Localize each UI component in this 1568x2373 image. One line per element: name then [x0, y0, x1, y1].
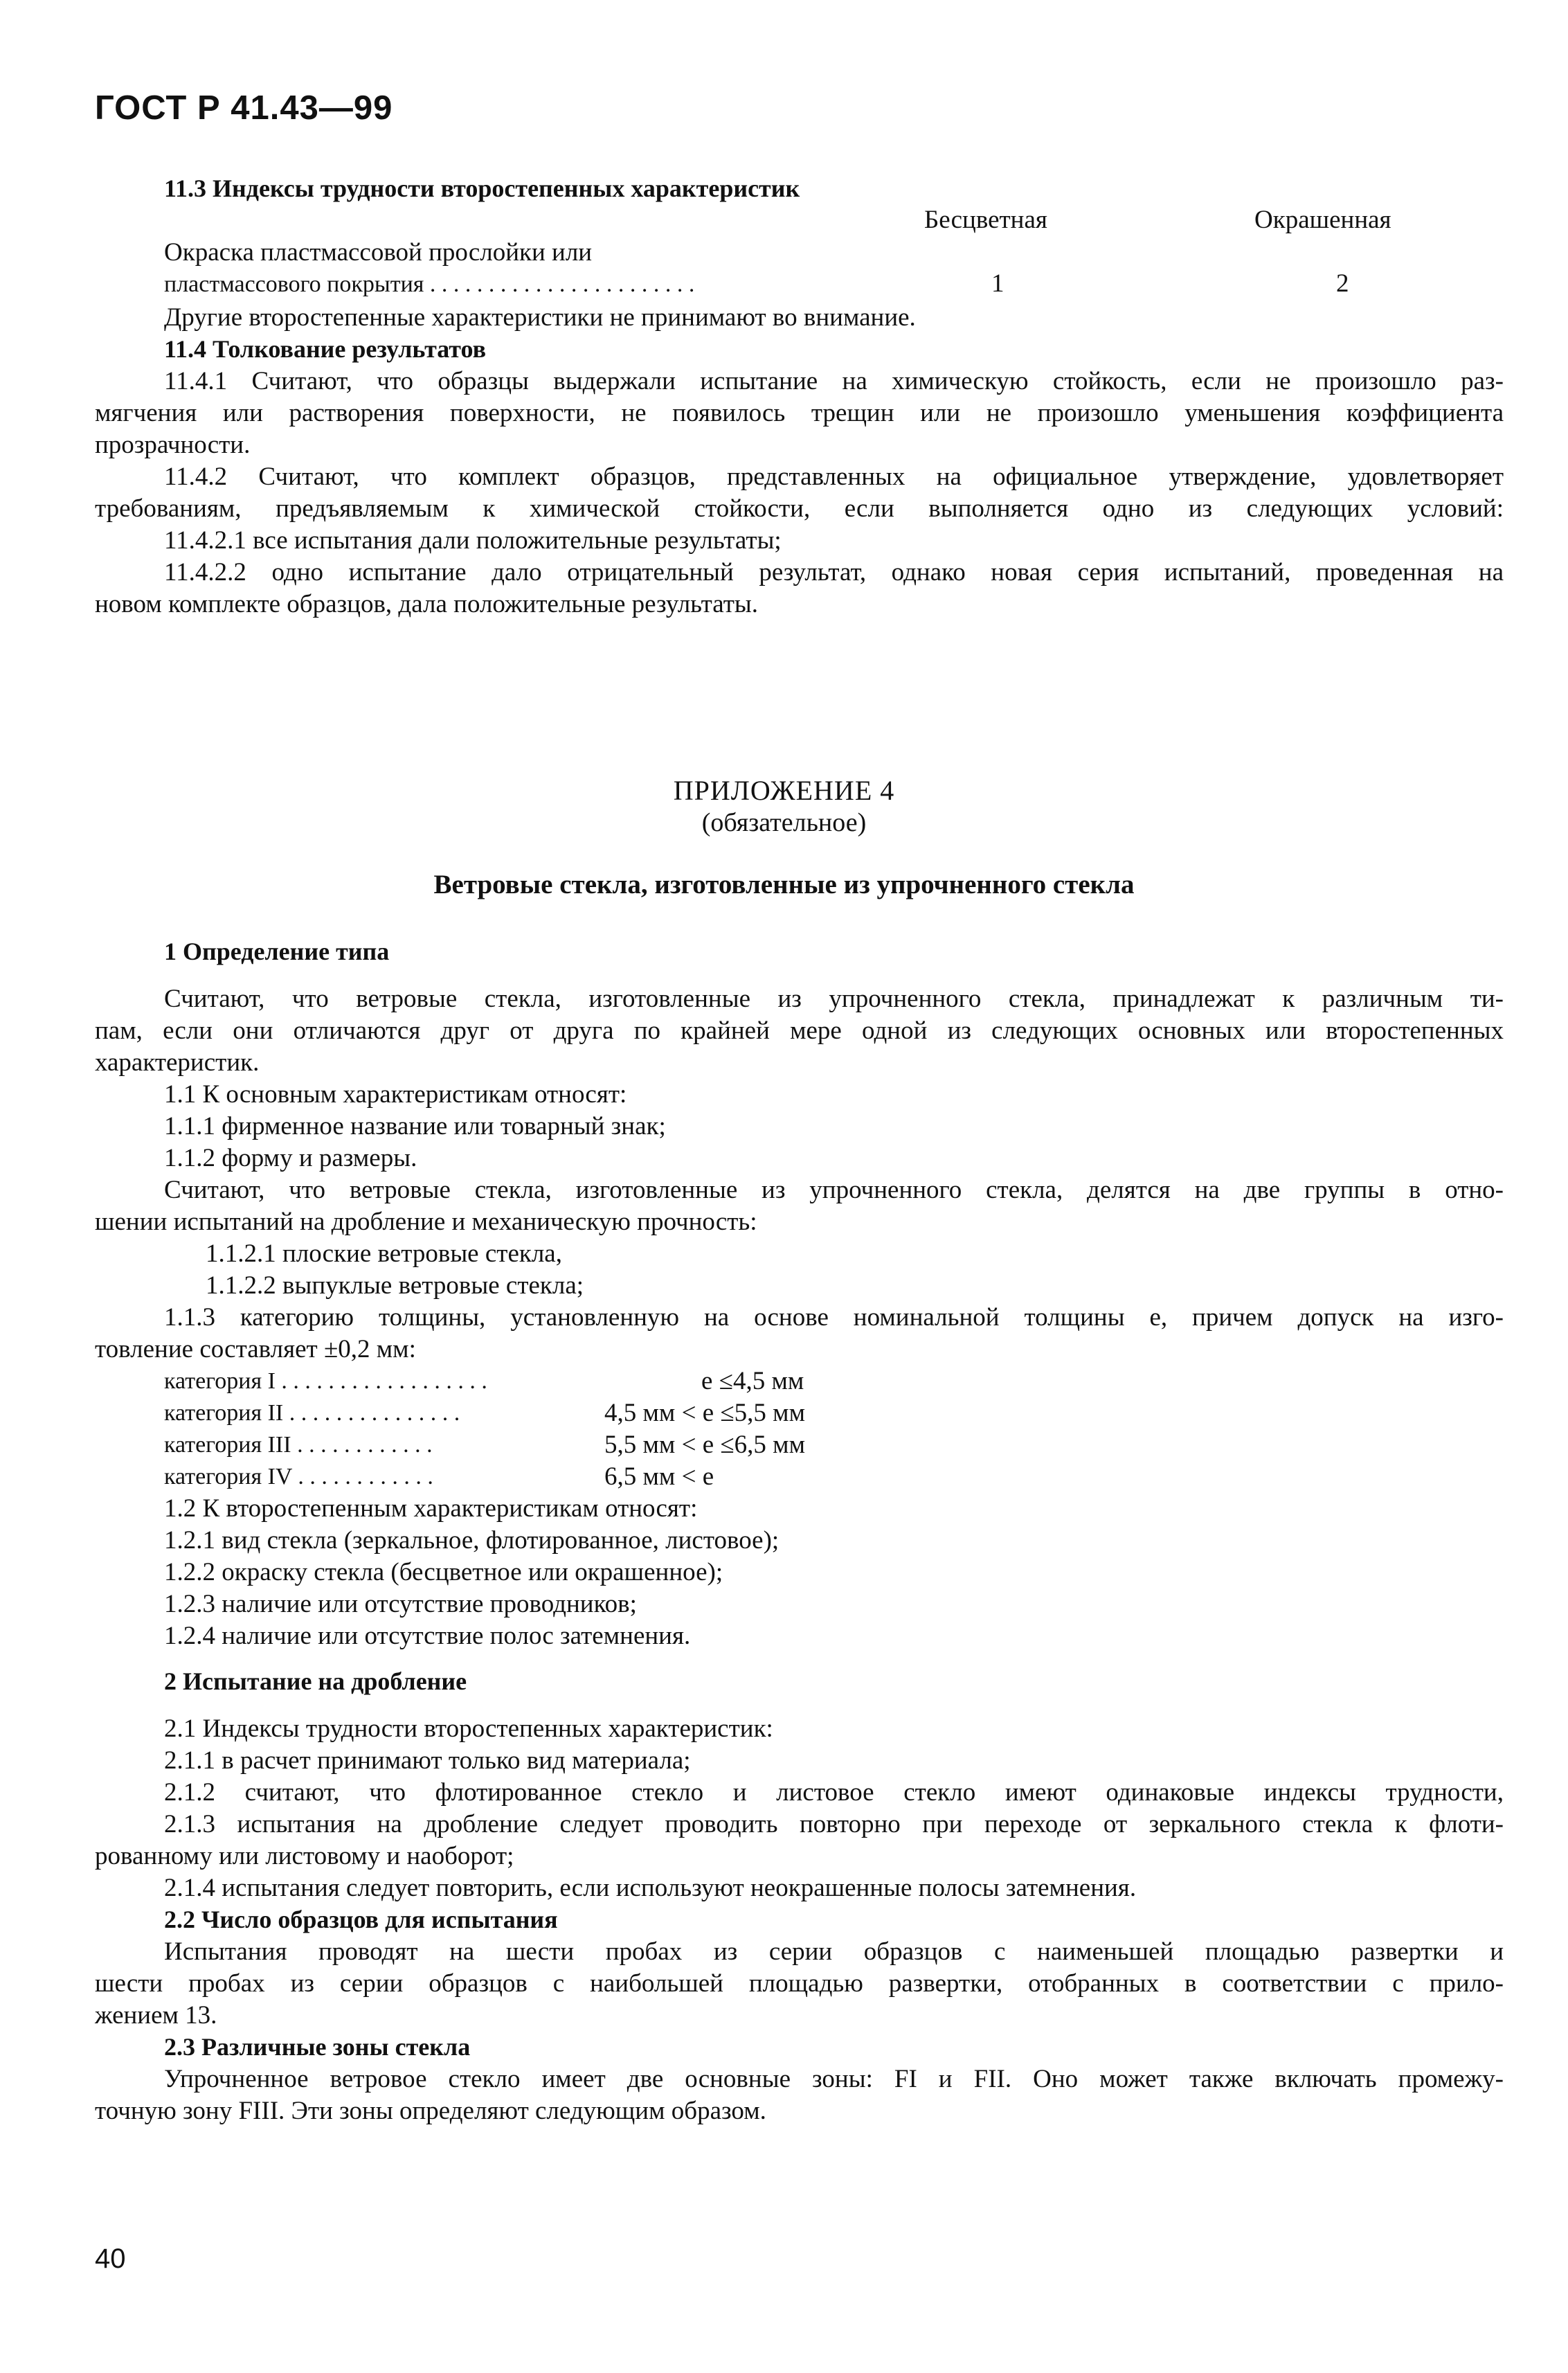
- appendix-title: Ветровые стекла, изготовленные из упрочненного стекла: [433, 870, 1135, 899]
- category-row: категория III . . . . . . . . . . . .: [164, 1432, 433, 1458]
- item-1-1-2-1: 1.1.2.1 плоские ветровые стекла,: [206, 1239, 562, 1268]
- table-row-label-line1: Окраска пластмассовой прослойки или: [164, 238, 593, 267]
- item-2-1-3-line2: рованному или листовому и наоборот;: [95, 1842, 514, 1870]
- category-row: категория II . . . . . . . . . . . . . . .: [164, 1400, 460, 1426]
- para-11-4-2-2-line2: новом комплекте образцов, дала положительные результаты.: [95, 590, 759, 618]
- para-11-4-2-1: 11.4.2.1 все испытания дали положительные результаты;: [164, 526, 782, 555]
- category-range: 4,5 мм < e ≤5,5 мм: [604, 1399, 806, 1427]
- section-2-heading: 2 Испытание на дробление: [164, 1667, 467, 1695]
- item-1-2-1: 1.2.1 вид стекла (зеркальное, флотированное, листовое);: [164, 1526, 780, 1555]
- para-2-2-line1: Испытания проводят на шести пробах из серии образцов с наименьшей площадью развертки и: [164, 1937, 1504, 1966]
- item-1-1: 1.1 К основным характеристикам относят:: [164, 1080, 627, 1109]
- para-11-4-2-2-line1: 11.4.2.2 одно испытание дало отрицательный результат, однако новая серия испытаний, проведенная на: [164, 558, 1504, 586]
- para-2-2-line2: шести пробах из серии образцов с наибольшей площадью развертки, отобранных в соответствии с прило-: [95, 1969, 1504, 1998]
- category-row: категория IV . . . . . . . . . . . .: [164, 1464, 433, 1489]
- item-1-2-3: 1.2.3 наличие или отсутствие проводников;: [164, 1590, 637, 1618]
- para-groups-line1: Считают, что ветровые стекла, изготовленные из упрочненного стекла, делятся на две группы в отно-: [164, 1176, 1504, 1204]
- item-1-1-3-line2: товление составляет ±0,2 мм:: [95, 1335, 416, 1363]
- para-11-4-2-line1: 11.4.2 Считают, что комплект образцов, представленных на официальное утверждение, удовлетворяет: [164, 463, 1504, 491]
- appendix-label: ПРИЛОЖЕНИЕ 4: [673, 775, 895, 806]
- item-1-2-4: 1.2.4 наличие или отсутствие полос затемнения.: [164, 1622, 691, 1650]
- section-2-3-heading: 2.3 Различные зоны стекла: [164, 2033, 471, 2061]
- table-value-tinted: 2: [1336, 269, 1349, 298]
- section-11-4-heading: 11.4 Толкование результатов: [164, 335, 487, 363]
- para-1-line3: характеристик.: [95, 1048, 260, 1077]
- item-2-1: 2.1 Индексы трудности второстепенных характеристик:: [164, 1714, 773, 1743]
- section-2-2-heading: 2.2 Число образцов для испытания: [164, 1906, 558, 1933]
- para-1-line1: Считают, что ветровые стекла, изготовленные из упрочненного стекла, принадлежат к различным ти-: [164, 985, 1504, 1013]
- document-code-header: ГОСТ Р 41.43—99: [95, 89, 393, 127]
- appendix-type: (обязательное): [701, 808, 867, 837]
- item-1-1-1: 1.1.1 фирменное название или товарный знак;: [164, 1112, 666, 1140]
- page-number: 40: [95, 2244, 126, 2274]
- section-1-heading: 1 Определение типа: [164, 938, 390, 965]
- item-2-1-3-line1: 2.1.3 испытания на дробление следует проводить повторно при переходе от зеркального стекла к флоти-: [164, 1810, 1504, 1838]
- category-row: категория I . . . . . . . . . . . . . . . . . .: [164, 1368, 487, 1394]
- para-2-3-line2: точную зону FIII. Эти зоны определяют следующим образом.: [95, 2097, 766, 2125]
- item-1-1-3-line1: 1.1.3 категорию толщины, установленную на основе номинальной толщины e, причем допуск на изго-: [164, 1303, 1504, 1332]
- section-11-3-note: Другие второстепенные характеристики не принимают во внимание.: [164, 303, 916, 332]
- column-header-colorless: Бесцветная: [924, 206, 1047, 234]
- category-range: e ≤4,5 мм: [701, 1367, 804, 1395]
- column-header-tinted: Окрашенная: [1254, 206, 1391, 234]
- section-11-3-heading: 11.3 Индексы трудности второстепенных характеристик: [164, 174, 800, 202]
- table-value-colorless: 1: [991, 269, 1004, 298]
- item-2-1-1: 2.1.1 в расчет принимают только вид материала;: [164, 1746, 691, 1775]
- para-2-3-line1: Упрочненное ветровое стекло имеет две основные зоны: FI и FII. Оно может также включать промежу-: [164, 2065, 1504, 2093]
- para-11-4-1-line2: мягчения или растворения поверхности, не появилось трещин или не произошло уменьшения коэффициента: [95, 399, 1504, 427]
- item-2-1-2: 2.1.2 считают, что флотированное стекло и листовое стекло имеют одинаковые индексы трудности,: [164, 1778, 1504, 1807]
- item-1-2-2: 1.2.2 окраску стекла (бесцветное или окрашенное);: [164, 1558, 723, 1586]
- para-11-4-1-line3: прозрачности.: [95, 431, 251, 459]
- para-groups-line2: шении испытаний на дробление и механическую прочность:: [95, 1208, 757, 1236]
- item-1-2: 1.2 К второстепенным характеристикам относят:: [164, 1494, 698, 1523]
- para-2-2-line3: жением 13.: [95, 2001, 217, 2030]
- item-2-1-4: 2.1.4 испытания следует повторить, если используют неокрашенные полосы затемнения.: [164, 1874, 1137, 1902]
- category-range: 5,5 мм < e ≤6,5 мм: [604, 1431, 806, 1459]
- para-11-4-2-line2: требованиям, предъявляемым к химической стойкости, если выполняется одно из следующих условий:: [95, 494, 1504, 523]
- item-1-1-2: 1.1.2 форму и размеры.: [164, 1144, 417, 1172]
- table-row-label-line2: пластмассового покрытия . . . . . . . . . . . . . . . . . . . . . . .: [164, 271, 695, 297]
- item-1-1-2-2: 1.1.2.2 выпуклые ветровые стекла;: [206, 1271, 584, 1300]
- para-1-line2: пам, если они отличаются друг от друга по крайней мере одной из следующих основных или второстепенных: [95, 1017, 1504, 1045]
- category-range: 6,5 мм < e: [604, 1462, 714, 1491]
- para-11-4-1-line1: 11.4.1 Считают, что образцы выдержали испытание на химическую стойкость, если не произошло раз-: [164, 367, 1504, 395]
